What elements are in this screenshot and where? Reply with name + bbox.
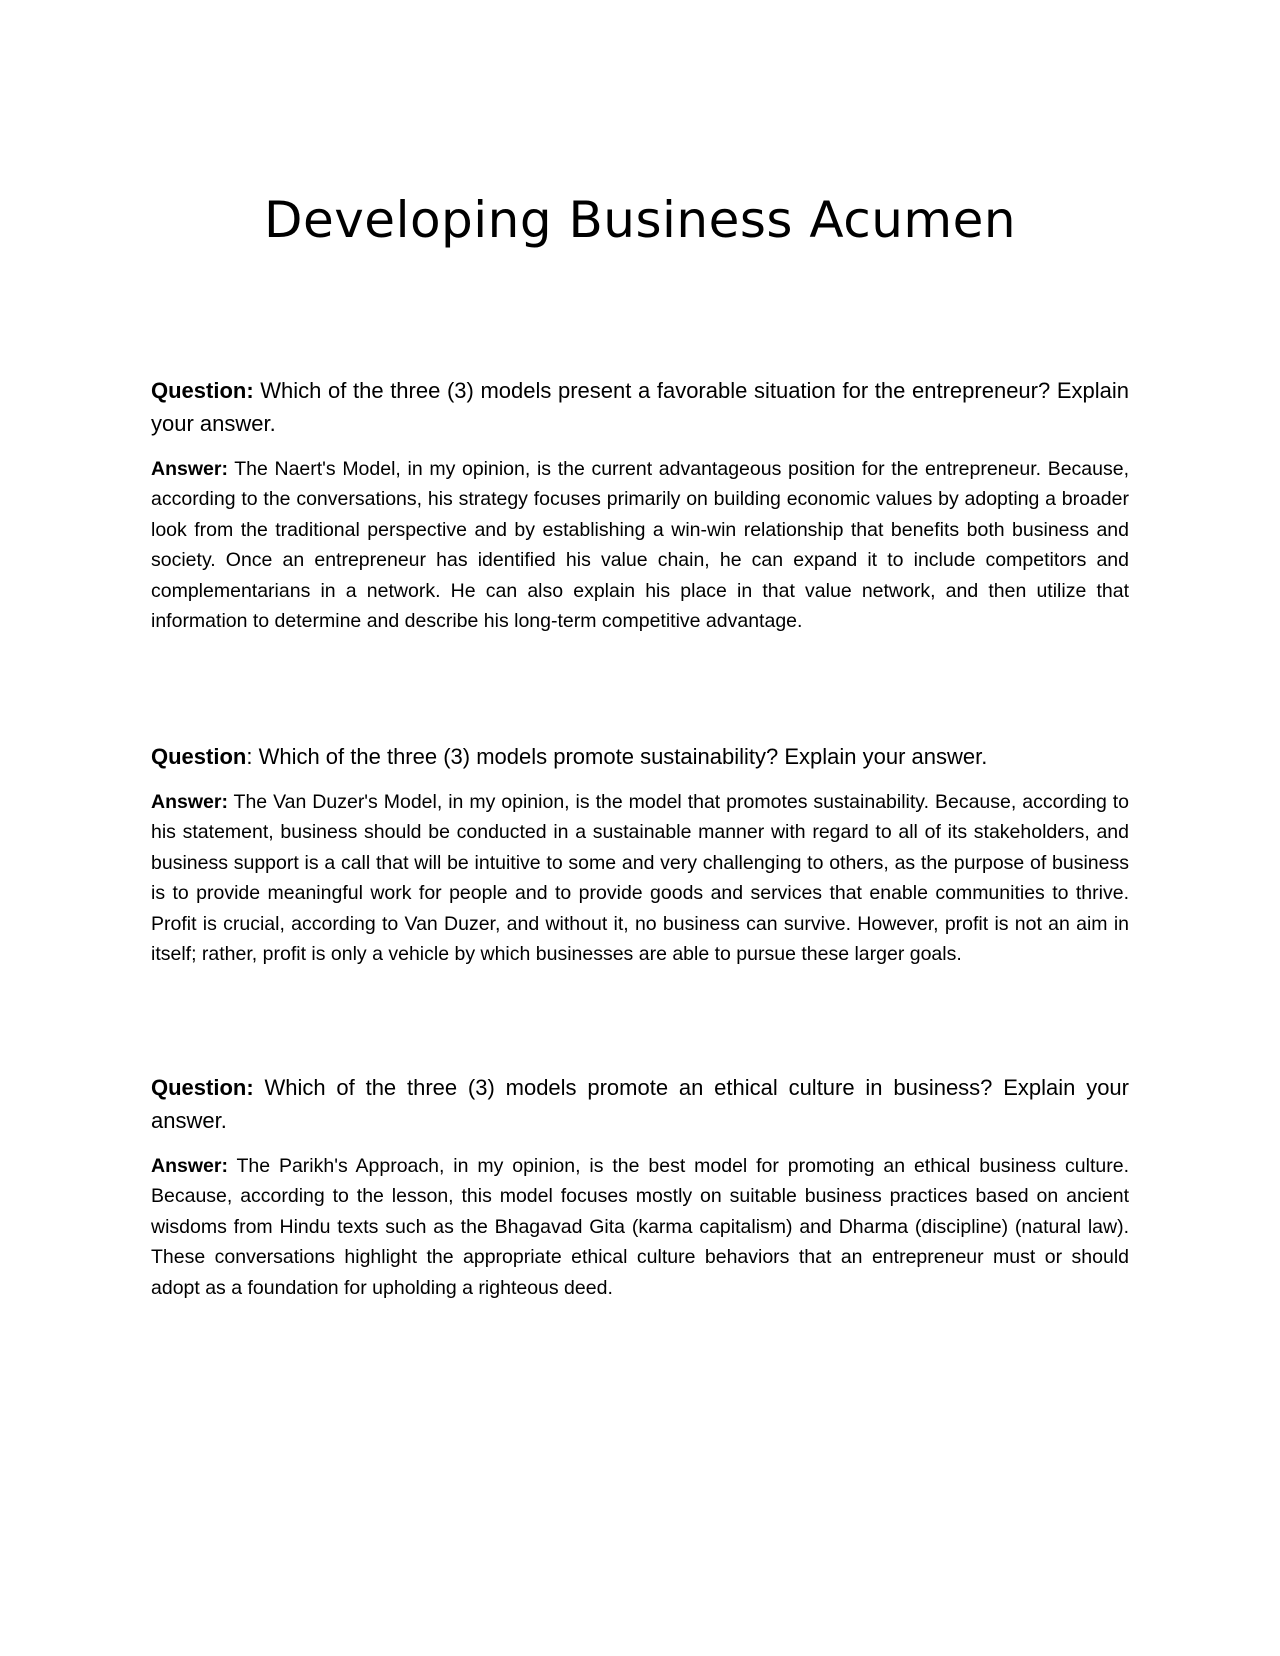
- question-label: Question:: [151, 1075, 254, 1100]
- question-text: Which of the three (3) models present a favorable situation for the entrepreneur? Explain your answer.: [151, 378, 1129, 436]
- answer-label: Answer:: [151, 458, 228, 480]
- question-paragraph: [151, 374, 1129, 440]
- question-text: Which of the three (3) models promote an ethical culture in business? Explain your answer.: [151, 1075, 1129, 1133]
- answer-paragraph: [151, 454, 1129, 636]
- answer-paragraph: [151, 1151, 1129, 1303]
- question-label: Question:: [151, 378, 254, 403]
- question-paragraph: [151, 1071, 1129, 1137]
- answer-label: Answer:: [151, 1155, 228, 1177]
- qa-section-2: [151, 740, 1129, 969]
- answer-paragraph: [151, 787, 1129, 969]
- qa-section-3: [151, 1071, 1129, 1303]
- answer-text: The Parikh's Approach, in my opinion, is the best model for promoting an ethical business culture. Because, according to the lesson, this model focuses mostly on suitable business practices based on ancient wisdoms from Hindu texts such as the Bhagavad Gita (karma capitalism) and Dharma (discipline) (natural law). These conversations highlight the appropriate ethical culture behaviors that an entrepreneur must or should adopt as a foundation for upholding a righteous deed.: [151, 1155, 1129, 1299]
- question-paragraph: [151, 740, 1129, 773]
- question-label: Question: [151, 744, 247, 769]
- answer-label: Answer:: [151, 791, 228, 813]
- answer-text: The Naert's Model, in my opinion, is the current advantageous position for the entrepreneur. Because, according to the conversations, his strategy focuses primarily on building economic values by adopting a broader look from the traditional perspective and by establishing a win-win relationship that benefits both business and society. Once an entrepreneur has identified his value chain, he can expand it to include competitors and complementarians in a network. He can also explain his place in that value network, and then utilize that information to determine and describe his long-term competitive advantage.: [151, 458, 1129, 633]
- qa-section-1: [151, 374, 1129, 636]
- answer-text: The Van Duzer's Model, in my opinion, is the model that promotes sustainability. Because, according to his statement, business should be conducted in a sustainable manner with regard to all of its stakeholders, and business support is a call that will be intuitive to some and very challenging to others, as the purpose of business is to provide meaningful work for people and to provide goods and services that enable communities to thrive. Profit is crucial, according to Van Duzer, and without it, no business can survive. However, profit is not an aim in itself; rather, profit is only a vehicle by which businesses are able to pursue these larger goals.: [151, 791, 1129, 966]
- question-text: : Which of the three (3) models promote sustainability? Explain your answer.: [246, 744, 988, 769]
- document-title: Developing Business Acumen: [263, 191, 1017, 249]
